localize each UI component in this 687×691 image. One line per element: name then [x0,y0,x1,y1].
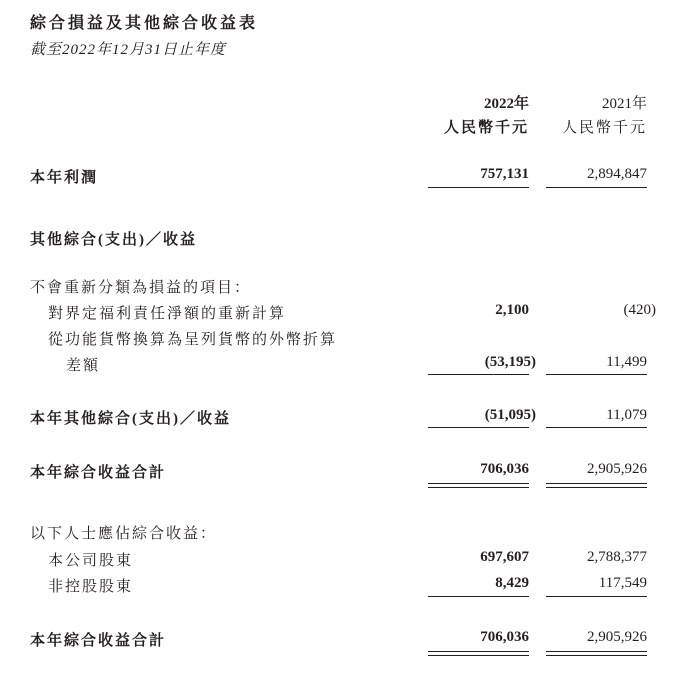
row-tci-label: 本年綜合收益合計 [30,465,167,481]
row-profit-label: 本年利潤 [30,170,99,186]
row-remeasurement-label: 對界定福利責任淨額的重新計算 [48,306,287,322]
row-nci-2021: 117,549 [598,575,647,591]
row-owners-2021: 2,788,377 [587,549,647,565]
underline-2022 [428,596,529,597]
row-tci-final-2022: 706,036 [480,629,529,645]
row-not-reclassified-heading: 不會重新分類為損益的項目： [30,280,252,296]
double-underline-2022 [428,655,529,656]
row-remeasurement-2022: 2,100 [495,302,529,318]
row-tci-final-2021: 2,905,926 [587,629,647,645]
double-underline-2021 [546,483,647,484]
col-header-2021-currency: 人民幣千元 [561,120,647,136]
row-profit-2022: 757,131 [480,166,529,182]
col-header-2022-currency: 人民幣千元 [443,120,529,136]
underline-2022 [428,374,529,375]
row-translation-label-cont: 差額 [66,358,101,374]
double-underline-2021 [546,487,647,488]
row-nci-label: 非控股股東 [48,579,134,595]
row-owners-label: 本公司股東 [48,553,134,569]
row-tci-2021: 2,905,926 [587,461,647,477]
row-owners-2022: 697,607 [480,549,529,565]
row-translation-label: 從功能貨幣換算為呈列貨幣的外幣折算 [48,332,338,348]
row-tci-2022: 706,036 [480,461,529,477]
row-oci-total-2021: 11,079 [606,407,647,423]
underline-2021 [546,187,647,188]
statement-title: 綜合損益及其他綜合收益表 [30,15,259,32]
row-tci-final-label: 本年綜合收益合計 [30,633,167,649]
double-underline-2021 [546,655,647,656]
row-oci-total-label: 本年其他綜合(支出)／收益 [30,411,231,427]
row-nci-2022: 8,429 [495,575,529,591]
col-header-2022-year: 2022年 [483,96,529,112]
double-underline-2022 [428,651,529,652]
row-attributable-heading: 以下人士應佔綜合收益： [30,526,218,542]
underline-2021 [546,427,647,428]
row-profit-2021: 2,894,847 [587,166,647,182]
row-oci-total-2022: (51,095) [484,407,536,423]
double-underline-2021 [546,651,647,652]
underline-2021 [546,596,647,597]
underline-2022 [428,427,529,428]
row-remeasurement-2021: (420) [623,302,656,318]
underline-2021 [546,374,647,375]
underline-2022 [428,187,529,188]
row-translation-2022: (53,195) [484,354,536,370]
col-header-2021-year: 2021年 [601,96,647,112]
double-underline-2022 [428,483,529,484]
statement-period: 截至2022年12月31日止年度 [30,42,227,58]
row-translation-2021: 11,499 [606,354,647,370]
row-oci-heading: 其他綜合(支出)／收益 [30,232,197,248]
double-underline-2022 [428,487,529,488]
